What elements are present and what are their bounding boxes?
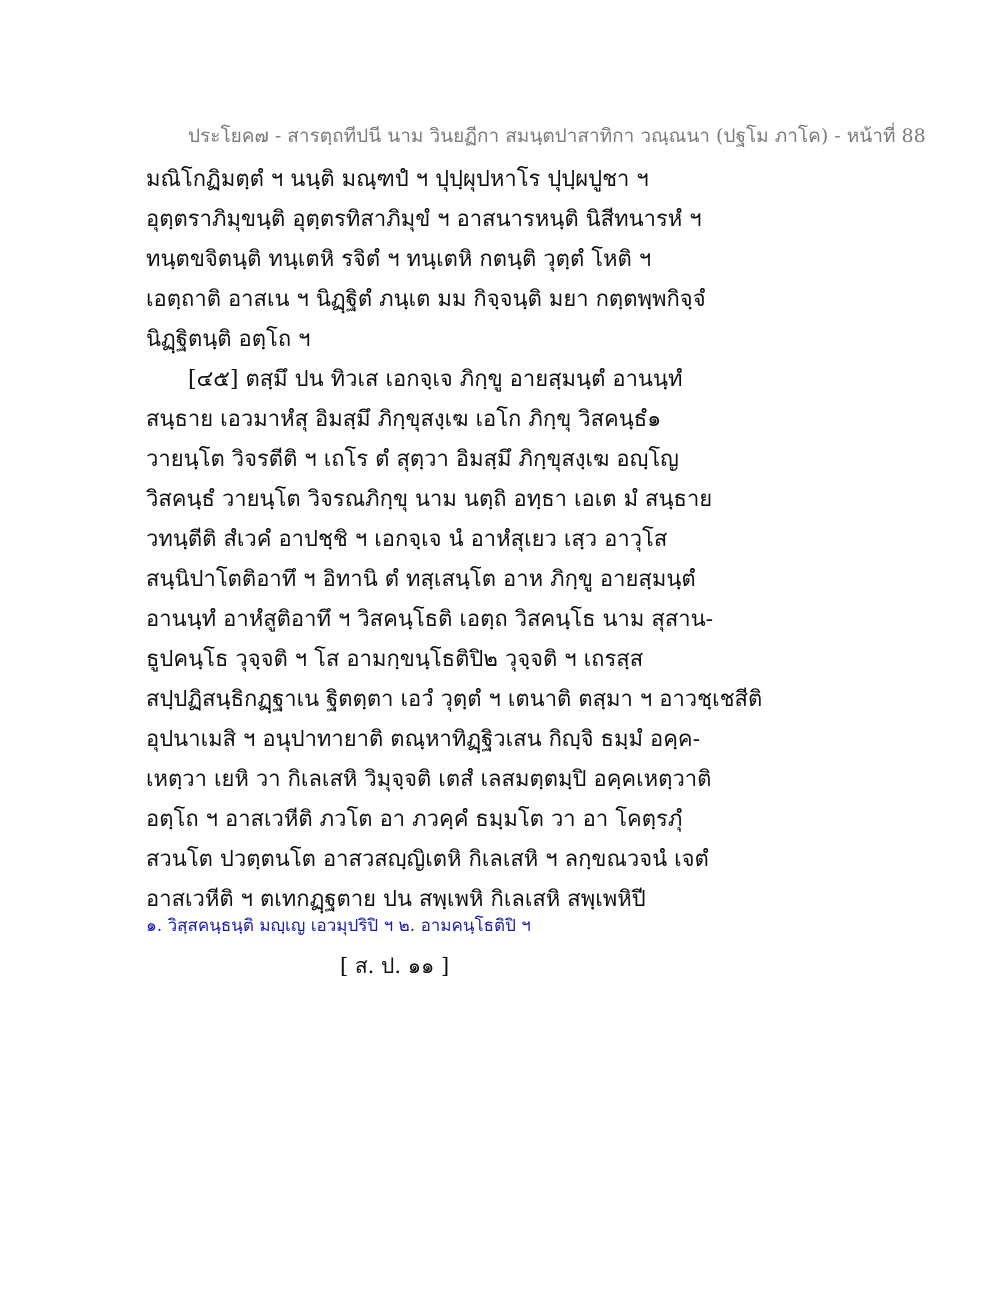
running-header: ประโยค๗ - สารตฺถทีปนี นาม วินยฏีกา สมนฺตปาสาทิกา วณฺณนา (ปฐโม ภาโค) - หน้าที่ 88 [188, 125, 926, 147]
text-line: อุปนาเมสิ ฯ อนุปาทายาติ ตณฺหาทิฏฺฐิวเสน กิญฺจิ ธมฺมํ อคฺค- [146, 727, 701, 752]
text-line: อานนฺทํ อาหํสูติอาทึ ฯ วิสคนฺโธติ เอตฺถ วิสคนฺโธ นาม สุสาน- [146, 607, 714, 632]
text-line: สวนโต ปวตฺตนโต อาสวสญฺญิเตหิ กิเลเสหิ ฯ ลกฺขณวจนํ เจตํ [146, 847, 709, 872]
text-line: ธูปคนฺโธ วุจฺจติ ฯ โส อามกฺขนฺโธติปิ๒ วุจฺจติ ฯ เถรสฺส [146, 647, 644, 672]
text-line: อาสเวหีติ ฯ ตเทกฏฺฐตาย ปน สพฺเพหิ กิเลเสหิ สพฺเพหิปี [146, 887, 646, 912]
text-line: เอตฺถาติ อาสเน ฯ นิฏฺฐิตํ ภนฺเต มม กิจฺจนฺติ มยา กตฺตพฺพกิจฺจํ [146, 287, 706, 312]
text-line: วิสคนฺธํ วายนฺโต วิจรณภิกฺขุ นาม นตฺถิ อทฺธา เอเต มํ สนฺธาย [146, 487, 713, 512]
paragraph-start-line: [๔๕] ตสฺมึ ปน ทิวเส เอกจฺเจ ภิกฺขู อายสฺมนฺตํ อานนฺทํ [188, 367, 683, 392]
text-line: มณิโกฏิมตฺตํ ฯ นนฺติ มณฺฑปํ ฯ ปุปฺผุปหาโร ปุปฺผปูชา ฯ [146, 167, 649, 192]
page-marker: [ ส. ป. ๑๑ ] [340, 954, 450, 978]
text-line: ทนฺตขจิตนฺติ ทนฺเตหิ รจิตํ ฯ ทนฺเตหิ กตนฺติ วุตฺตํ โหติ ฯ [146, 247, 652, 272]
text-line: เหตฺวา เยหิ วา กิเลเสหิ วิมุจฺจติ เตสํ เลสมตฺตมฺปิ อคฺคเหตฺวาติ [146, 767, 712, 792]
text-line: วายนฺโต วิจรตีติ ฯ เถโร ตํ สุตฺวา อิมสฺมึ ภิกฺขุสงฺเฆ อญฺโญ [146, 447, 679, 472]
text-line: วทนฺตีติ สํเวคํ อาปชฺชิ ฯ เอกจฺเจ นํ อาหํสุเยว เสฺว อาวุโส [146, 527, 668, 552]
text-line: อตฺโถ ฯ อาสเวหีติ ภวโต อา ภวคฺคํ ธมฺมโต วา อา โคตฺรภุํ [146, 807, 683, 832]
text-line: สนฺนิปาโตติอาทึ ฯ อิทานิ ตํ ทสฺเสนฺโต อาห ภิกฺขู อายสฺมนฺตํ [146, 567, 696, 592]
text-line: นิฏฺฐิตนฺติ อตฺโถ ฯ [146, 327, 311, 352]
footnote: ๑. วิสฺสคนฺธนฺติ มญฺเญ เอวมุปริปิ ฯ ๒. อามคนฺโธติปิ ฯ [146, 916, 531, 936]
text-line: สนฺธาย เอวมาหํสุ อิมสฺมึ ภิกฺขุสงฺเฆ เอโก ภิกฺขุ วิสคนฺธํ๑ [146, 407, 662, 432]
text-line: อุตฺตราภิมุขนฺติ อุตฺตรทิสาภิมุขํ ฯ อาสนารหนฺติ นิสีทนารหํ ฯ [146, 207, 702, 232]
text-line: สปฺปฏิสนฺธิกฏฺฐาเน ฐิตตฺตา เอวํ วุตฺตํ ฯ เตนาติ ตสฺมา ฯ อาวชฺเชสีติ [146, 687, 763, 712]
body-text [146, 160, 966, 920]
